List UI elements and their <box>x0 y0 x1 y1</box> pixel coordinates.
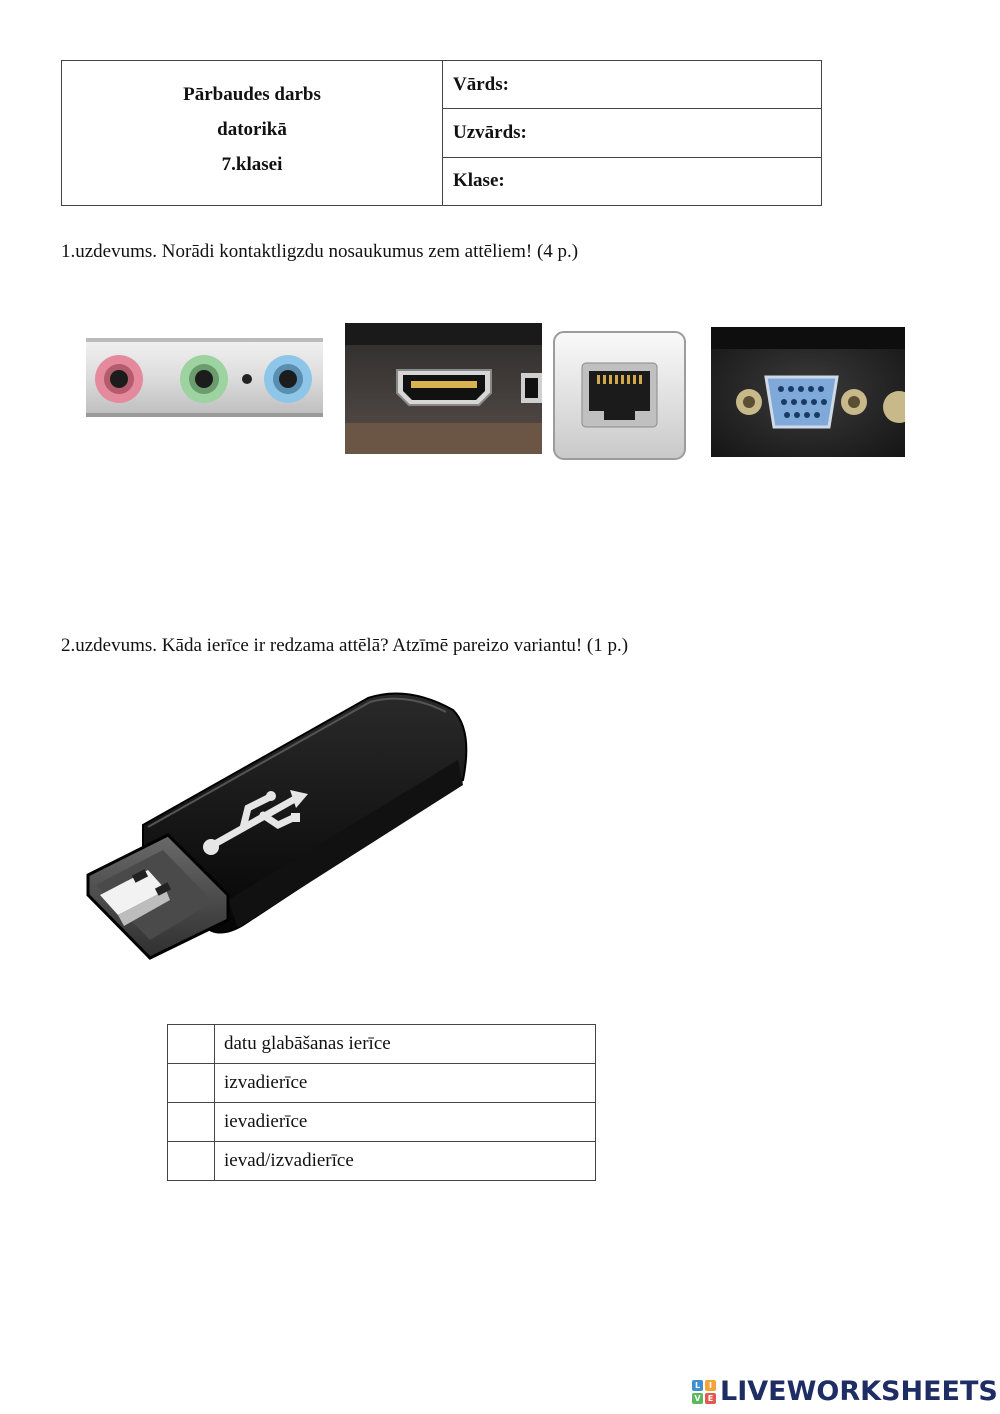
task-1-text: 1.uzdevums. Norādi kontaktligzdu nosaukumus zem attēliem! (4 p.) <box>61 241 579 262</box>
audio-jacks-image <box>86 338 323 417</box>
answer-option-label: datu glabāšanas ierīce <box>224 1033 391 1054</box>
class-field <box>443 158 821 205</box>
class-label: Klase: <box>453 170 505 192</box>
surname-label: Uzvārds: <box>453 121 527 143</box>
answer-option-checkbox[interactable] <box>168 1025 215 1063</box>
answer-option-checkbox[interactable] <box>168 1064 215 1102</box>
test-title <box>62 61 443 205</box>
logo-mark-letter: I <box>705 1380 716 1391</box>
name-field <box>443 61 821 109</box>
usb-flash-drive-image <box>78 690 478 965</box>
test-title-line-3: 7.klasei <box>221 153 283 175</box>
liveworksheets-logo <box>692 1376 998 1407</box>
logo-mark-letter: V <box>692 1393 703 1404</box>
answer-option-checkbox[interactable] <box>168 1142 215 1180</box>
surname-field <box>443 109 821 157</box>
ethernet-port-image <box>553 331 686 460</box>
name-label: Vārds: <box>453 73 509 95</box>
student-info <box>443 61 821 205</box>
answer-option-label: izvadierīce <box>224 1072 308 1093</box>
answer-option-row <box>168 1025 595 1064</box>
answer-option-checkbox[interactable] <box>168 1103 215 1141</box>
answer-option-row <box>168 1103 595 1142</box>
answer-option-row <box>168 1064 595 1103</box>
name-input[interactable] <box>509 61 821 108</box>
logo-mark-icon <box>692 1380 716 1404</box>
logo-text: LIVEWORKSHEETS <box>720 1376 998 1407</box>
surname-input[interactable] <box>527 109 821 156</box>
answer-options-table <box>167 1024 596 1181</box>
task-2-text: 2.uzdevums. Kāda ierīce ir redzama attēlā? Atzīmē pareizo variantu! (1 p.) <box>61 635 629 656</box>
test-title-line-1: Pārbaudes darbs <box>183 83 321 105</box>
test-title-line-2: datorikā <box>217 118 287 140</box>
answer-option-label: ievadierīce <box>224 1111 308 1132</box>
class-input[interactable] <box>505 158 821 205</box>
vga-port-image <box>711 327 905 457</box>
answer-option-label: ievad/izvadierīce <box>224 1150 354 1171</box>
header-table <box>61 60 822 206</box>
logo-mark-letter: L <box>692 1380 703 1391</box>
logo-mark-letter: E <box>705 1393 716 1404</box>
hdmi-port-image <box>345 323 542 454</box>
answer-option-row <box>168 1142 595 1180</box>
